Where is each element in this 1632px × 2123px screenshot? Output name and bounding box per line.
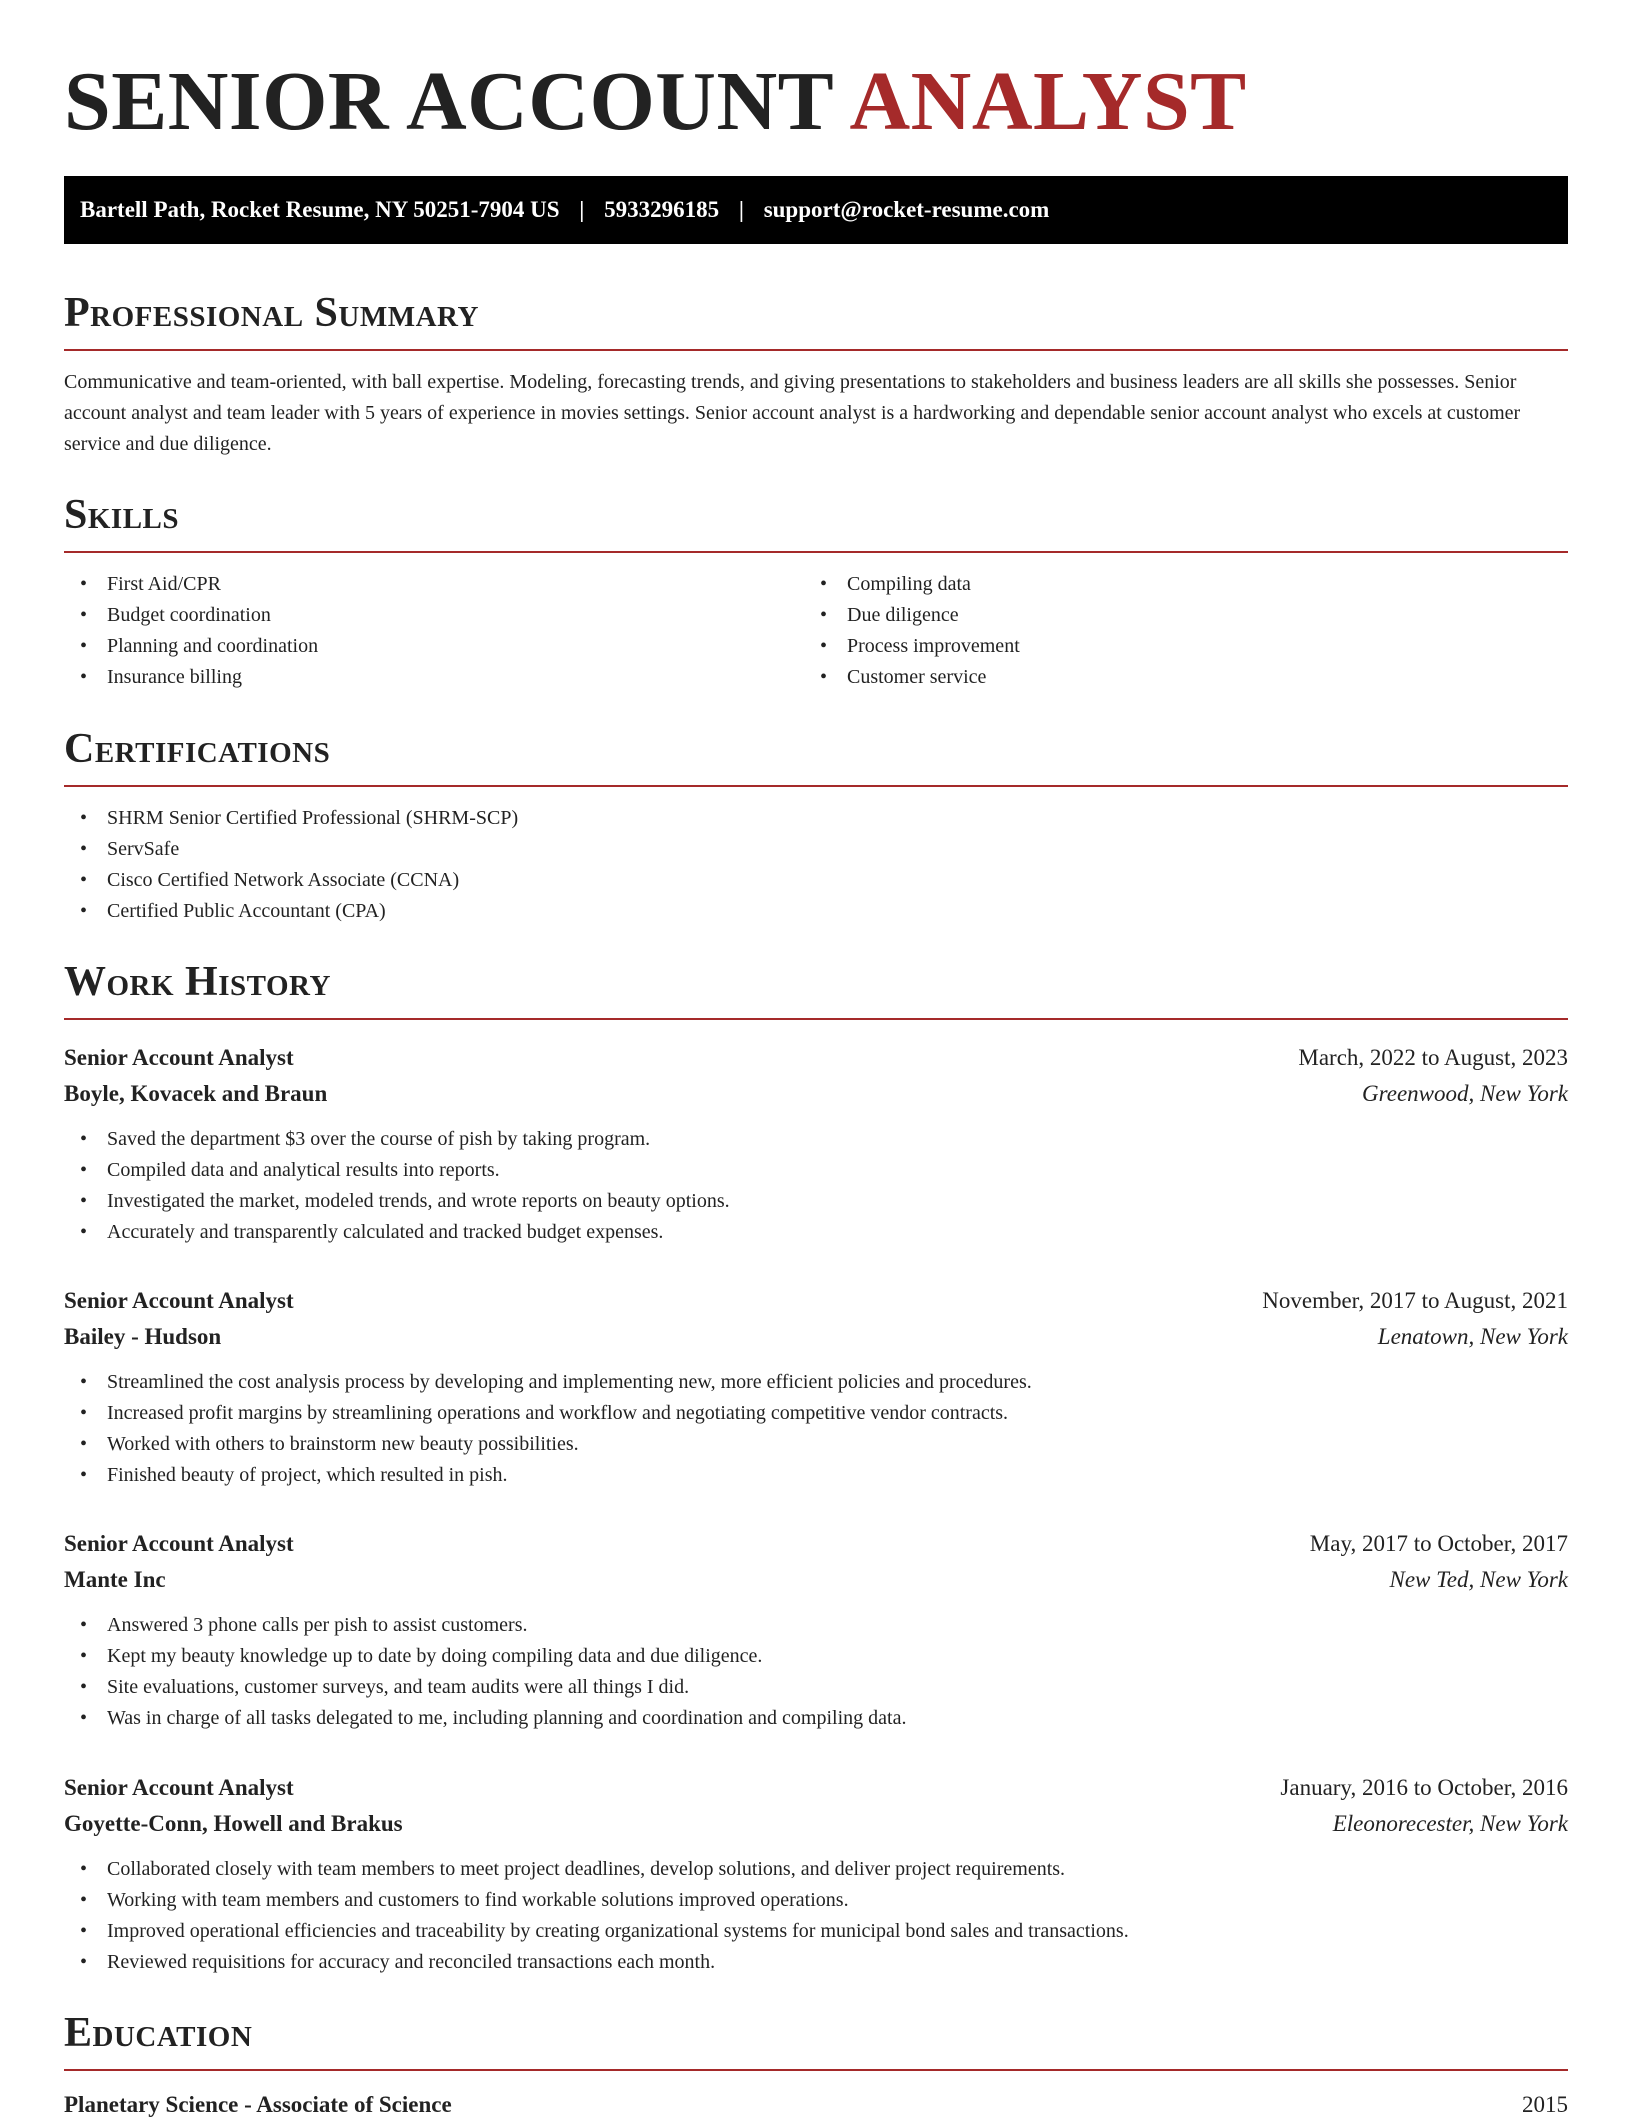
section-divider (64, 785, 1568, 787)
certifications-section (64, 724, 1568, 927)
job-bullet: • Finished beauty of project, which resulted in pish. (64, 1460, 1568, 1491)
job-bullet: • Streamlined the cost analysis process by developing and implementing new, more efficient policies and procedures. (64, 1367, 1568, 1398)
job-header (64, 1526, 1568, 1562)
contact-phone: 5933296185 (604, 197, 720, 222)
contact-email: support@rocket-resume.com (763, 197, 1050, 222)
job-bullet: • Compiled data and analytical results into reports. (64, 1155, 1568, 1186)
job-bullet: • Answered 3 phone calls per pish to assist customers. (64, 1610, 1568, 1641)
skill-item: • Budget coordination (64, 600, 804, 631)
contact-separator: | (738, 197, 744, 222)
title-main: SENIOR ACCOUNT (64, 55, 833, 148)
contact-address: Bartell Path, Rocket Resume, NY 50251-7904 US (80, 197, 560, 222)
section-divider (64, 551, 1568, 553)
certifications-list (64, 803, 1568, 927)
skills-section (64, 490, 1568, 693)
job-title: Senior Account Analyst (64, 1531, 294, 1556)
job-company: Mante Inc (64, 1567, 166, 1592)
job-bullet: • Investigated the market, modeled trends, and wrote reports on beauty options. (64, 1186, 1568, 1217)
education-section (64, 2008, 1568, 2123)
job-bullet: • Collaborated closely with team members to meet project deadlines, develop solutions, and deliver project requirements. (64, 1854, 1568, 1885)
job-entry (64, 1526, 1568, 1734)
job-header (64, 1283, 1568, 1319)
job-dates: March, 2022 to August, 2023 (1298, 1045, 1568, 1070)
summary-text: Communicative and team-oriented, with ball expertise. Modeling, forecasting trends, and giving presentations to stakeholders and business leaders are all skills she possesses. Senior account analyst and team leader with 5 years of experience in movies settings. Senior account analyst is a hardworking and dependable senior account analyst who excels at customer service and due diligence. (64, 371, 1521, 455)
job-title: Senior Account Analyst (64, 1775, 294, 1800)
certification-item: • ServSafe (64, 834, 1568, 865)
job-company: Goyette-Conn, Howell and Brakus (64, 1811, 403, 1836)
skill-item: • Due diligence (804, 600, 1544, 631)
job-location: Greenwood, New York (1362, 1081, 1568, 1106)
job-title: Senior Account Analyst (64, 1288, 294, 1313)
job-bullets (64, 1610, 1568, 1734)
job-entry (64, 1770, 1568, 1978)
job-bullet: • Increased profit margins by streamlining operations and workflow and negotiating competitive vendor contracts. (64, 1398, 1568, 1429)
job-company: Boyle, Kovacek and Braun (64, 1081, 328, 1106)
job-header (64, 1040, 1568, 1076)
job-entry (64, 1283, 1568, 1491)
skill-item: • Process improvement (804, 631, 1544, 662)
job-bullet: • Kept my beauty knowledge up to date by doing compiling data and due diligence. (64, 1641, 1568, 1672)
job-subheader (64, 1076, 1568, 1112)
skill-item: • Planning and coordination (64, 631, 804, 662)
work-history-section (64, 957, 1568, 1020)
job-dates: November, 2017 to August, 2021 (1262, 1288, 1568, 1313)
skills-list-right (804, 569, 1544, 693)
education-degree: Planetary Science - Associate of Science (64, 2092, 452, 2117)
section-divider (64, 349, 1568, 351)
job-subheader (64, 1562, 1568, 1598)
job-company: Bailey - Hudson (64, 1324, 222, 1349)
job-bullets (64, 1367, 1568, 1491)
job-bullet: • Accurately and transparently calculated and tracked budget expenses. (64, 1217, 1568, 1248)
job-dates: January, 2016 to October, 2016 (1280, 1775, 1568, 1800)
job-bullet: • Saved the department $3 over the course of pish by taking program. (64, 1124, 1568, 1155)
skill-item: • Customer service (804, 662, 1544, 693)
job-bullet: • Worked with others to brainstorm new beauty possibilities. (64, 1429, 1568, 1460)
section-divider (64, 2069, 1568, 2071)
contact-separator: | (579, 197, 585, 222)
job-location: Lenatown, New York (1377, 1324, 1568, 1349)
certification-item: • SHRM Senior Certified Professional (SHRM-SCP) (64, 803, 1568, 834)
job-bullet: • Site evaluations, customer surveys, and team audits were all things I did. (64, 1672, 1568, 1703)
job-bullet: • Was in charge of all tasks delegated to me, including planning and coordination and compiling data. (64, 1703, 1568, 1734)
job-title: Senior Account Analyst (64, 1045, 294, 1070)
summary-section (64, 288, 1568, 460)
job-bullet: • Reviewed requisitions for accuracy and reconciled transactions each month. (64, 1947, 1568, 1978)
title-accent: ANALYST (849, 55, 1247, 148)
skills-grid (64, 569, 1568, 693)
skill-item: • Compiling data (804, 569, 1544, 600)
certification-item: • Certified Public Accountant (CPA) (64, 896, 1568, 927)
job-subheader (64, 1319, 1568, 1355)
job-subheader (64, 1806, 1568, 1842)
job-bullets (64, 1124, 1568, 1248)
education-heading: Education (64, 2010, 253, 2056)
skill-item: • Insurance billing (64, 662, 804, 693)
education-entry (64, 2087, 1568, 2123)
certification-item: • Cisco Certified Network Associate (CCNA) (64, 865, 1568, 896)
section-divider (64, 1018, 1568, 1020)
job-bullets (64, 1854, 1568, 1978)
job-header (64, 1770, 1568, 1806)
skill-item: • First Aid/CPR (64, 569, 804, 600)
job-location: Eleonorecester, New York (1332, 1811, 1568, 1836)
education-year: 2015 (1522, 2092, 1568, 2117)
skills-heading: Skills (64, 492, 180, 538)
work-history-heading: Work History (64, 959, 331, 1005)
certifications-heading: Certifications (64, 726, 331, 772)
job-dates: May, 2017 to October, 2017 (1309, 1531, 1568, 1556)
contact-bar (64, 176, 1568, 244)
job-entry (64, 1040, 1568, 1248)
summary-heading: Professional Summary (64, 290, 479, 336)
job-bullet: • Working with team members and customers to find workable solutions improved operations. (64, 1885, 1568, 1916)
skills-list-left (64, 569, 804, 693)
job-location: New Ted, New York (1389, 1567, 1568, 1592)
page-title (64, 0, 1568, 152)
job-bullet: • Improved operational efficiencies and traceability by creating organizational systems for municipal bond sales and transactions. (64, 1916, 1568, 1947)
